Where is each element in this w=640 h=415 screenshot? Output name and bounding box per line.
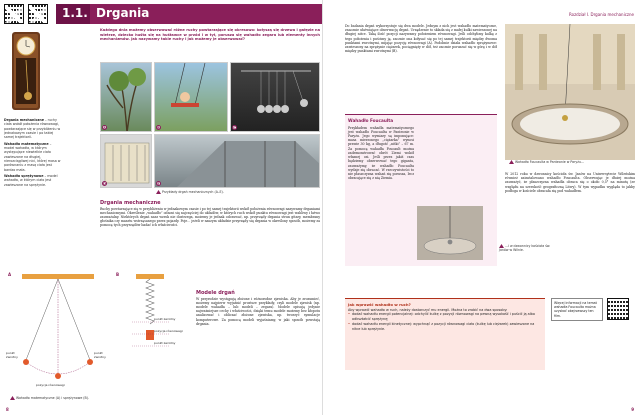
photo-a: A (100, 62, 152, 132)
list-item: • dodać wahadłu energii potencjalnej: odchylić kulkę z pozycji równowagi na pewną wysokość i puścić ją albo odkształcić sprężynę; (348, 312, 542, 321)
box-text: Przykładem wahadła matematycznego jest wahadło Foucaulta w Panteonie w Paryżu. Jego wymiary są imponujące: masa mierzonego „ciężarka” wynosi prawie 30 kg, a długość „nitki” – 67 m. Za pomocą wahadła Foucault można zademonstrować obrót Ziemi wokół własnej osi. Jeśli przez jakiś czas będziemy obserwować tego giganta, zauważymy, że wahadło Foucaulta wydaje się obracać. W rzeczywistości to nie płaszczyzna wahań się porusza, lecz obracające się z nią Ziemia. (348, 125, 414, 181)
section-modele (196, 290, 320, 326)
label-spring-mid: pozycja równowagi (154, 329, 183, 333)
question-intro: Aby wprawić wahadło w ruch, należy dostarczyć mu energii. Można to zrobić na dwa sposoby: (348, 308, 508, 312)
right-page (322, 0, 640, 415)
photo-d: D (100, 134, 152, 188)
diagram-label-b: B (116, 272, 120, 277)
label-equilibrium: pozycja równowagi (36, 383, 65, 387)
photo-grid (100, 62, 320, 188)
section-title: Modele drgań (196, 290, 235, 296)
diagram-label-a: A (8, 272, 12, 277)
question-box (345, 298, 545, 370)
definition-item: Wahadło sprężynowe – model wahadła, w którym ciało jest zawieszone na sprężynie. (4, 174, 58, 187)
pendulum-clock-illustration (10, 32, 42, 110)
chapter-number: 1.1. (62, 6, 88, 20)
list-item: • dodać wahadłu energii kinetycznej: wypchnąć z pozycji równowagi ciało (kulkę lub ciężarek) zawieszone na nitce lub sprężynie. (348, 322, 542, 331)
photo-e: E (154, 134, 320, 188)
section-text: W przyrodzie występują złożone i różnorodne zjawiska. Aby je zrozumieć, możemy najpierw wyjaśnić prostsze przykłady, czyli modele zjawisk (np. modele wahadła – lub modeli – zegara). Modele opisują jedynie najważniejsze cechy i właściwości, dzięki temu modele możemy bez kłopotu analizować i obliczać złożone zjawiska, np. tworzyć symulacje komputerowe. Za pomocą modeli wyjaśniamy, w jaki sposób powstają drgania. (196, 296, 320, 326)
label-left-turning-point: punkt zwrotny (6, 351, 18, 359)
page-number: 8 (6, 406, 9, 412)
camera-icon (499, 244, 504, 248)
qr-code-icon[interactable] (607, 298, 629, 320)
qr-code-icon[interactable] (4, 4, 24, 24)
section-drgania (100, 200, 320, 228)
diagram-b (132, 274, 170, 346)
camera-icon (156, 190, 161, 194)
photo-pantheon (505, 24, 635, 160)
photo-vilnius (417, 206, 483, 260)
chapter-title: Drgania (96, 6, 150, 20)
vilnius-paragraph: W 2012 roku w dzwonnicy kościoła św. Janów na Uniwersytecie Wileńskim również zainstalowano wahadło Foucaulta. Obserwując je dłużej można zauważyć, że płaszczyzna wahadła obraca się o około 0,5° na minutę (ze względu na szerokość geograficzną Litwy). W tym wypadku wygląda to jakby podłoga w kościele obracała się pod wahadłem. (505, 172, 635, 193)
diagram-caption: Wahadło matematyczne (A) i sprężynowe (B). (10, 396, 89, 400)
camera-icon (10, 396, 15, 400)
label-spring-bottom: punkt zwrotny (154, 341, 176, 345)
section-title: Drgania mechaniczne (100, 200, 161, 206)
label-spring-top: punkt zwrotny (154, 317, 176, 321)
film-info-box: Więcej informacji na temat wahadła Foucaulta można uzyskać obejrzawszy ten film. (551, 298, 603, 321)
diagram-a (22, 274, 94, 379)
photo-c: C (230, 62, 320, 132)
lead-paragraph: Każdego dnia możemy obserwować różne ruchy powtarzające się okresowo: kołyszą się drzewa i gałęzie na wietrze, dziecko huśta się na huśtawce w przód i w tył, porusza się wahadło zegara lub elementy innych mechanizmów. Jak nazywamy takie ruchy i jak możemy je obserwować? (100, 28, 320, 42)
photo-caption: Przykłady drgań mechanicznych (A–E). (156, 190, 224, 194)
chapter-header (56, 4, 322, 24)
photo1-caption: Wahadło Foucaulta w Panteonie w Paryżu... (509, 160, 629, 164)
box-title: Wahadło Foucaulta (348, 118, 394, 123)
qr-code-icon[interactable] (28, 4, 48, 24)
photo-b: B (154, 62, 228, 132)
label-right-turning-point: punkt zwrotny (94, 351, 106, 359)
running-header: Rozdział I. Drgania mechaniczne (569, 12, 634, 17)
pendulum-diagrams (4, 270, 192, 404)
section-text: Ruchy powtarzające się w przybliżeniu w jednakowym czasie i po tej samej trajektorii wokół położenia równowagi nazywamy drganiami mechanicznymi. Określenie „wahadło” odnosi się najczęściej do układów, w których ruch wokół punktu równowagi jest wahliwy i łatwo zauważalny. Niektórych drgań nasz wzrok nie dostrzega, możemy je jednak odczuwać, np. przyrządy drgania strun gitary, membrany głośnika czy masztu wstrząsanego przez pojazdy. Poje... jeżeli w naszym układzie przyrządy się drgania w określony sposób, możemy za pomocą tych przyrządów badać ich właściwości. (100, 206, 320, 228)
intro-paragraph: Do badania drgań wykorzystuje się dwa modele. Jednym z nich jest wahadło matematyczne, znacznie ułatwiające obserwację drgań. Urządzenie to składa się z małej kulki zawieszonej na długiej nitce. Taką ilość pozycji nazywamy położeniem równowagi. Jeśli odchylimy kulkę z tego położenia i puścimy ją, zacznie ona kołysać się po tej samej trajektorii między dwoma punktami zwrotnymi, mijając pozycję równowagi (A). Podobnie działa wahadło sprężynowe: zawieszony na sprężynie ciężarek, pociągnięty w dół, też zacznie poruszać się w górę i w dół między punktami zwrotnymi (B). (345, 24, 497, 54)
photo2-caption: ...i w dzwonnicy kościoła św. Janów w Wilnie. (499, 244, 551, 253)
camera-icon (509, 160, 514, 164)
definition-item: Drgania mechaniczne – ruchy ciała wokół położenia równowagi, powtarzające się w przybliżeniu w jednakowym czasie i po takiej samej trajektorii. (4, 118, 61, 140)
definition-item: Wahadło matematyczne – model wahadła, w którym występujące niewielkie ciało zawieszone na długiej, nierozciągliwej nici, której masa w porównaniu z masą ciała jest bardzo mała. (4, 141, 61, 172)
definitions-sidebar (4, 118, 62, 189)
question-list (348, 312, 542, 331)
question-title: Jak wprawić wahadło w ruch? (348, 302, 411, 307)
page-number: 9 (631, 406, 634, 412)
